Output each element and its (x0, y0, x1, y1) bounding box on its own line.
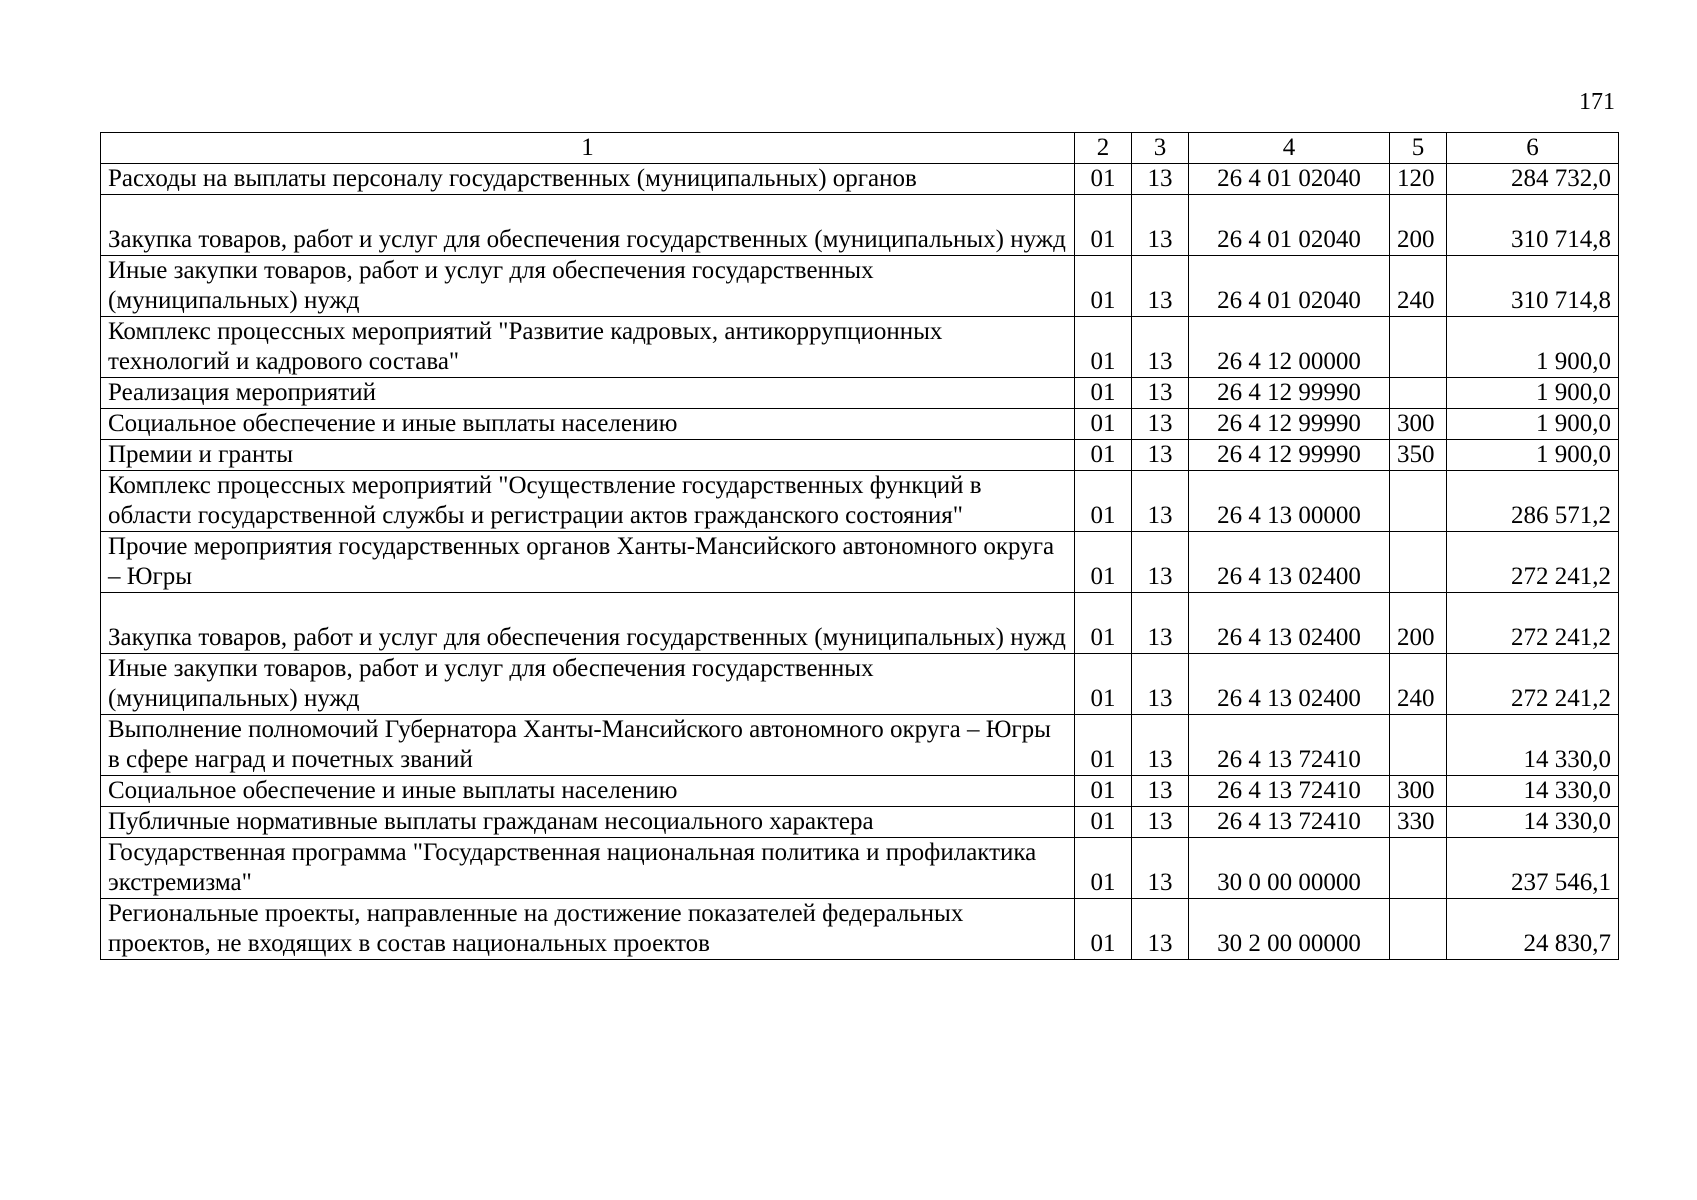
expense-name: Закупка товаров, работ и услуг для обеспечения государственных (муниципальных) нужд (101, 593, 1075, 654)
amount: 237 546,1 (1447, 838, 1619, 899)
expense-type-code (1390, 715, 1447, 776)
target-article-code: 26 4 13 00000 (1189, 471, 1390, 532)
target-article-code: 26 4 13 02400 (1189, 593, 1390, 654)
target-article-code: 26 4 01 02040 (1189, 256, 1390, 317)
table-row (101, 899, 1619, 960)
subsection-code: 13 (1132, 715, 1189, 776)
subsection-code: 13 (1132, 776, 1189, 807)
amount: 310 714,8 (1447, 195, 1619, 256)
subsection-code: 13 (1132, 532, 1189, 593)
section-code: 01 (1075, 195, 1132, 256)
subsection-code: 13 (1132, 409, 1189, 440)
section-code: 01 (1075, 409, 1132, 440)
table-header-row (101, 133, 1619, 164)
expense-name: Социальное обеспечение и иные выплаты населению (101, 776, 1075, 807)
expense-name: Иные закупки товаров, работ и услуг для обеспечения государственных (муниципальных) нужд (101, 654, 1075, 715)
subsection-code: 13 (1132, 317, 1189, 378)
subsection-code: 13 (1132, 899, 1189, 960)
section-code: 01 (1075, 440, 1132, 471)
table-row (101, 807, 1619, 838)
expense-name: Выполнение полномочий Губернатора Ханты-Мансийского автономного округа – Югры в сфере наград и почетных званий (101, 715, 1075, 776)
expense-type-code (1390, 899, 1447, 960)
column-header: 1 (101, 133, 1075, 164)
target-article-code: 26 4 01 02040 (1189, 195, 1390, 256)
table-row (101, 440, 1619, 471)
amount: 272 241,2 (1447, 654, 1619, 715)
amount: 24 830,7 (1447, 899, 1619, 960)
expense-type-code (1390, 532, 1447, 593)
expense-type-code: 240 (1390, 654, 1447, 715)
expense-type-code (1390, 838, 1447, 899)
amount: 14 330,0 (1447, 776, 1619, 807)
expense-type-code: 120 (1390, 164, 1447, 195)
column-header: 2 (1075, 133, 1132, 164)
target-article-code: 26 4 12 00000 (1189, 317, 1390, 378)
table-row (101, 532, 1619, 593)
amount: 272 241,2 (1447, 593, 1619, 654)
table-row (101, 838, 1619, 899)
expense-name: Социальное обеспечение и иные выплаты населению (101, 409, 1075, 440)
expense-type-code (1390, 378, 1447, 409)
section-code: 01 (1075, 317, 1132, 378)
table-row (101, 409, 1619, 440)
expense-type-code (1390, 317, 1447, 378)
amount: 1 900,0 (1447, 440, 1619, 471)
table-row (101, 256, 1619, 317)
table-row (101, 593, 1619, 654)
amount: 14 330,0 (1447, 715, 1619, 776)
amount: 272 241,2 (1447, 532, 1619, 593)
target-article-code: 26 4 13 72410 (1189, 715, 1390, 776)
table-row (101, 317, 1619, 378)
section-code: 01 (1075, 838, 1132, 899)
amount: 284 732,0 (1447, 164, 1619, 195)
amount: 1 900,0 (1447, 317, 1619, 378)
expense-name: Закупка товаров, работ и услуг для обеспечения государственных (муниципальных) нужд (101, 195, 1075, 256)
subsection-code: 13 (1132, 807, 1189, 838)
expense-name: Государственная программа "Государственная национальная политика и профилактика экстремизма" (101, 838, 1075, 899)
expense-name: Публичные нормативные выплаты гражданам несоциального характера (101, 807, 1075, 838)
amount: 14 330,0 (1447, 807, 1619, 838)
subsection-code: 13 (1132, 593, 1189, 654)
column-header: 3 (1132, 133, 1189, 164)
table-row (101, 715, 1619, 776)
target-article-code: 26 4 13 72410 (1189, 776, 1390, 807)
table-row (101, 164, 1619, 195)
table-row (101, 776, 1619, 807)
amount: 1 900,0 (1447, 378, 1619, 409)
section-code: 01 (1075, 164, 1132, 195)
expense-type-code: 300 (1390, 409, 1447, 440)
target-article-code: 30 0 00 00000 (1189, 838, 1390, 899)
page-number: 171 (1579, 89, 1615, 115)
subsection-code: 13 (1132, 164, 1189, 195)
target-article-code: 30 2 00 00000 (1189, 899, 1390, 960)
expense-type-code: 200 (1390, 593, 1447, 654)
table-row (101, 378, 1619, 409)
expense-type-code: 200 (1390, 195, 1447, 256)
target-article-code: 26 4 01 02040 (1189, 164, 1390, 195)
expense-type-code: 240 (1390, 256, 1447, 317)
expense-type-code: 330 (1390, 807, 1447, 838)
target-article-code: 26 4 13 72410 (1189, 807, 1390, 838)
amount: 310 714,8 (1447, 256, 1619, 317)
section-code: 01 (1075, 654, 1132, 715)
subsection-code: 13 (1132, 195, 1189, 256)
section-code: 01 (1075, 471, 1132, 532)
section-code: 01 (1075, 807, 1132, 838)
column-header: 5 (1390, 133, 1447, 164)
section-code: 01 (1075, 532, 1132, 593)
subsection-code: 13 (1132, 654, 1189, 715)
section-code: 01 (1075, 715, 1132, 776)
expense-name: Комплекс процессных мероприятий "Развитие кадровых, антикоррупционных технологий и кадрового состава" (101, 317, 1075, 378)
target-article-code: 26 4 13 02400 (1189, 654, 1390, 715)
subsection-code: 13 (1132, 838, 1189, 899)
target-article-code: 26 4 12 99990 (1189, 378, 1390, 409)
amount: 286 571,2 (1447, 471, 1619, 532)
budget-table (100, 132, 1619, 960)
section-code: 01 (1075, 776, 1132, 807)
subsection-code: 13 (1132, 471, 1189, 532)
subsection-code: 13 (1132, 256, 1189, 317)
section-code: 01 (1075, 256, 1132, 317)
target-article-code: 26 4 12 99990 (1189, 409, 1390, 440)
section-code: 01 (1075, 378, 1132, 409)
section-code: 01 (1075, 593, 1132, 654)
target-article-code: 26 4 13 02400 (1189, 532, 1390, 593)
expense-name: Прочие мероприятия государственных органов Ханты-Мансийского автономного округа – Югры (101, 532, 1075, 593)
table-row (101, 654, 1619, 715)
expense-name: Комплекс процессных мероприятий "Осуществление государственных функций в области государственной службы и регистрации актов гражданского состояния" (101, 471, 1075, 532)
subsection-code: 13 (1132, 378, 1189, 409)
target-article-code: 26 4 12 99990 (1189, 440, 1390, 471)
expense-name: Региональные проекты, направленные на достижение показателей федеральных проектов, не входящих в состав национальных проектов (101, 899, 1075, 960)
column-header: 6 (1447, 133, 1619, 164)
column-header: 4 (1189, 133, 1390, 164)
section-code: 01 (1075, 899, 1132, 960)
table-row (101, 195, 1619, 256)
expense-name: Премии и гранты (101, 440, 1075, 471)
expense-type-code: 300 (1390, 776, 1447, 807)
expense-type-code: 350 (1390, 440, 1447, 471)
expense-type-code (1390, 471, 1447, 532)
subsection-code: 13 (1132, 440, 1189, 471)
expense-name: Реализация мероприятий (101, 378, 1075, 409)
expense-name: Иные закупки товаров, работ и услуг для обеспечения государственных (муниципальных) нужд (101, 256, 1075, 317)
table-row (101, 471, 1619, 532)
amount: 1 900,0 (1447, 409, 1619, 440)
expense-name: Расходы на выплаты персоналу государственных (муниципальных) органов (101, 164, 1075, 195)
